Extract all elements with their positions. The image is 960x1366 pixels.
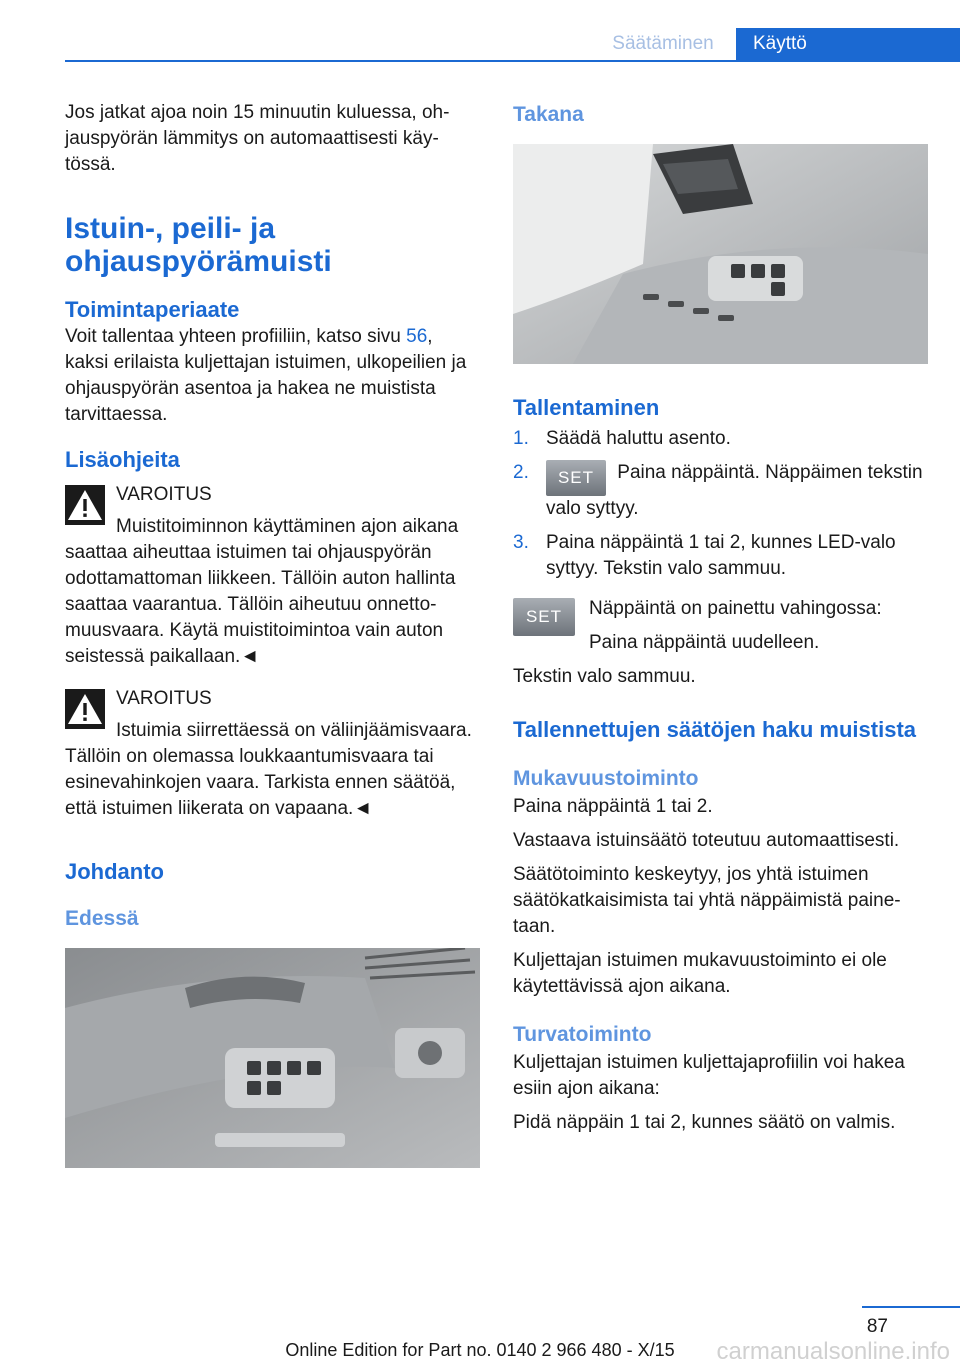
header-rule bbox=[65, 60, 960, 62]
warning-block-2 bbox=[65, 686, 481, 822]
front-door-panel-image bbox=[65, 948, 480, 1168]
set-button-icon: SET bbox=[546, 460, 606, 496]
header-section-tab: Säätäminen bbox=[612, 33, 714, 54]
heading-recall: Tallennettujen säätöjen haku muistista bbox=[513, 717, 917, 742]
note-line-2: Paina näppäintä uudelleen. bbox=[589, 632, 820, 653]
comfort-paragraph-1: Paina näppäintä 1 tai 2. bbox=[513, 796, 713, 817]
intro-paragraph: Jos jatkat ajoa noin 15 minuutin kuluessa, ohjauspyörän lämmitys on automaattisesti käytössä. bbox=[65, 102, 450, 175]
list-item: 2. SET Paina näppäintä. Näppäimen tekstin valo syttyy. bbox=[513, 462, 923, 519]
heading-front: Edessä bbox=[65, 907, 139, 930]
comfort-paragraph-4: Kuljettajan istuimen mukavuustoiminto ei ole käytettävissä ajon aikana. bbox=[513, 950, 887, 997]
heading-memory: Istuin-, peili- ja ohjauspyörämuisti bbox=[65, 212, 332, 278]
warning-triangle-icon bbox=[65, 689, 105, 729]
right-column bbox=[513, 100, 928, 1136]
header-chapter-tab: Käyttö bbox=[736, 28, 960, 62]
warning-title-2: VAROITUS bbox=[116, 688, 212, 709]
safety-paragraph-1: Kuljettajan istuimen kuljettajaprofiilin voi hakea esiin ajon aikana: bbox=[513, 1052, 905, 1099]
warning-text-1: Muistitoiminnon käyttäminen ajon aikana saattaa aiheuttaa istuimen tai ohjauspyörän odottamattoman liikkeen. Tällöin auton hallinta saattaa vaarantua. Tällöin aiheutuu onnettomuusvaara. Käytä muistitoimintoa vain auton seistessä paikallaan.◄ bbox=[65, 516, 459, 667]
list-item: 3. Paina näppäintä 1 tai 2, kunnes LED-valo syttyy. Tekstin valo sammuu. bbox=[513, 532, 896, 579]
heading-info: Lisäohjeita bbox=[65, 447, 180, 472]
warning-triangle-icon bbox=[65, 485, 105, 525]
warning-block-1 bbox=[65, 482, 481, 670]
comfort-paragraph-3: Säätötoiminto keskeytyy, jos yhtä istuimen säätökatkaisimista tai yhtä näppäimistä painetaan. bbox=[513, 864, 901, 937]
heading-safety: Turvatoiminto bbox=[513, 1023, 652, 1046]
watermark: carmanualsonline.info bbox=[716, 1338, 950, 1365]
page-number: 87 bbox=[866, 1316, 888, 1337]
comfort-paragraph-2: Vastaava istuinsäätö toteutuu automaattisesti. bbox=[513, 830, 900, 851]
principle-paragraph: Voit tallentaa yhteen profiiliin, katso sivu 56, kaksi erilaista kuljettajan istuimen, ulkopeilien ja ohjauspyörän asentoa ja hakea ne muistista tarvittaessa. bbox=[65, 326, 467, 425]
list-item: 1. Säädä haluttu asento. bbox=[513, 428, 731, 449]
left-column bbox=[65, 100, 481, 1168]
heading-principle: Toimintaperiaate bbox=[65, 297, 240, 322]
safety-paragraph-2: Pidä näppäin 1 tai 2, kunnes säätö on valmis. bbox=[513, 1112, 896, 1133]
heading-rear: Takana bbox=[513, 103, 584, 126]
heading-comfort: Mukavuustoiminto bbox=[513, 767, 699, 790]
heading-save: Tallentaminen bbox=[513, 395, 660, 420]
save-steps-list bbox=[513, 426, 928, 582]
set-button-icon: SET bbox=[513, 598, 575, 636]
footer-rule bbox=[862, 1306, 960, 1308]
rear-door-panel-image bbox=[513, 144, 928, 364]
warning-text-2: Istuimia siirrettäessä on väliinjäämisvaara. Tällöin on olemassa loukkaantumisvaara tai esinevahinkojen vaara. Tarkista ennen säätöä, että istuimen liikerata on vapaana.◄ bbox=[65, 720, 472, 819]
note-after: Tekstin valo sammuu. bbox=[513, 666, 696, 687]
heading-intro: Johdanto bbox=[65, 859, 164, 884]
accidental-press-note bbox=[513, 596, 928, 656]
page-link[interactable]: 56 bbox=[406, 326, 428, 347]
note-line-1: Näppäintä on painettu vahingossa: bbox=[589, 598, 882, 619]
warning-title-1: VAROITUS bbox=[116, 484, 212, 505]
edition-line: Online Edition for Part no. 0140 2 966 480 - X/15 bbox=[285, 1340, 675, 1360]
